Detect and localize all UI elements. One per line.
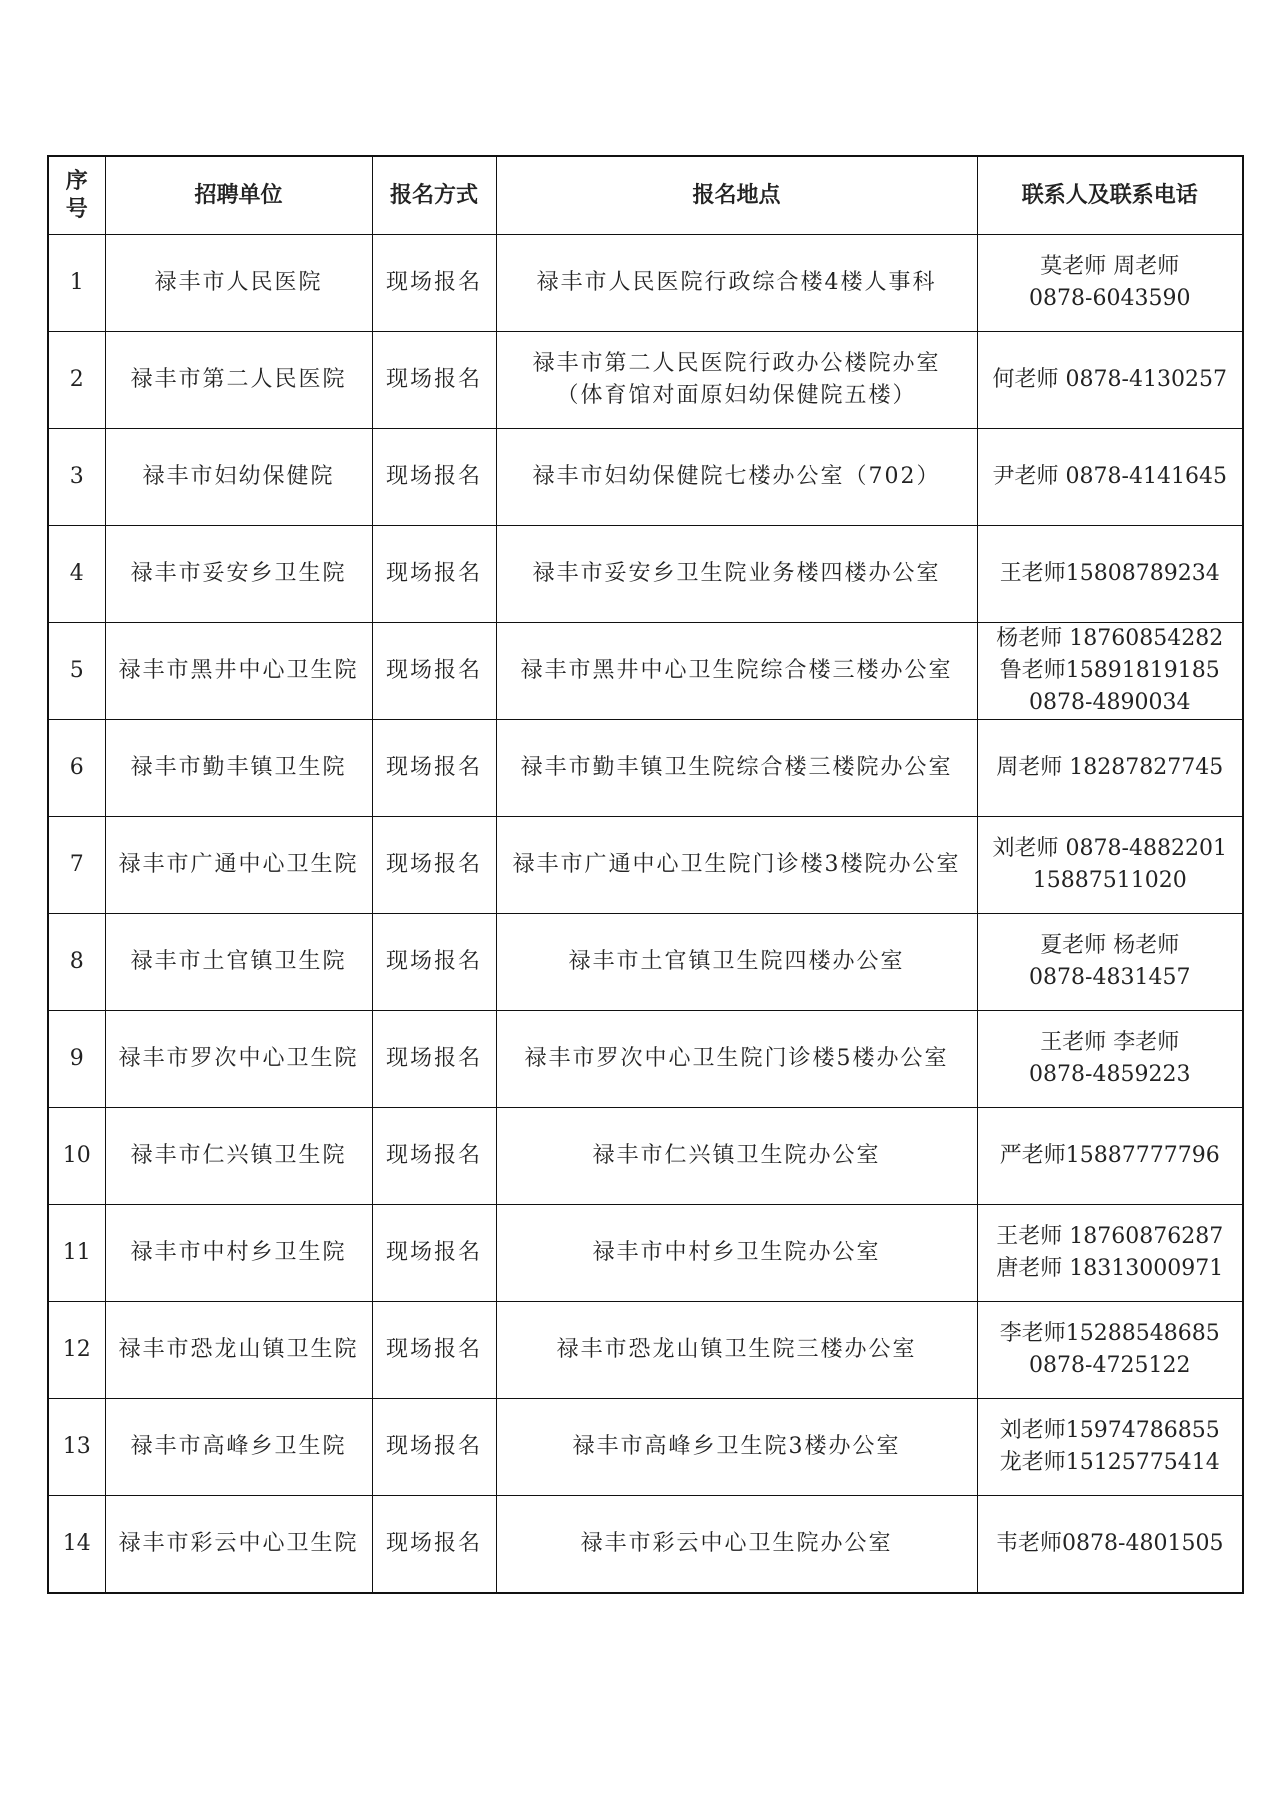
cell-seq: 13 [48,1399,105,1496]
cell-location-line: 禄丰市土官镇卫生院四楼办公室 [568,949,905,974]
cell-location [496,1496,977,1594]
cell-seq: 9 [48,1011,105,1108]
cell-contact-line: 0878-4725122 [1029,1353,1191,1378]
cell-contact [977,914,1243,1011]
cell-seq: 6 [48,720,105,817]
cell-contact-line: 周老师 18287827745 [996,755,1224,780]
cell-location [496,235,977,332]
cell-seq: 7 [48,817,105,914]
cell-method: 现场报名 [372,1205,496,1302]
cell-location [496,1011,977,1108]
cell-contact-line: 尹老师 0878-4141645 [992,464,1227,489]
cell-contact-line: 王老师 18760876287 [996,1224,1224,1249]
cell-location [496,1205,977,1302]
cell-method: 现场报名 [372,1108,496,1205]
cell-contact [977,235,1243,332]
cell-location [496,429,977,526]
cell-location-line: 禄丰市中村乡卫生院办公室 [592,1240,881,1265]
cell-location-line: 禄丰市妥安乡卫生院业务楼四楼办公室 [532,561,941,586]
cell-contact [977,817,1243,914]
header-seq [48,156,105,235]
cell-method: 现场报名 [372,1399,496,1496]
cell-contact [977,1302,1243,1399]
cell-location-line: 禄丰市人民医院行政综合楼4楼人事科 [536,270,937,295]
cell-contact [977,1496,1243,1594]
cell-method: 现场报名 [372,914,496,1011]
table-row [48,1496,1243,1594]
cell-location [496,526,977,623]
cell-contact-line: 王老师15808789234 [999,561,1220,586]
cell-location [496,720,977,817]
cell-location [496,1302,977,1399]
cell-method: 现场报名 [372,623,496,720]
cell-location-line: 禄丰市勤丰镇卫生院综合楼三楼院办公室 [520,755,953,780]
cell-unit: 禄丰市恐龙山镇卫生院 [105,1302,372,1399]
cell-location [496,332,977,429]
cell-contact [977,1108,1243,1205]
cell-location [496,623,977,720]
cell-unit: 禄丰市中村乡卫生院 [105,1205,372,1302]
cell-method: 现场报名 [372,817,496,914]
cell-method: 现场报名 [372,235,496,332]
cell-unit: 禄丰市高峰乡卫生院 [105,1399,372,1496]
table-row [48,1011,1243,1108]
cell-location-line: （体育馆对面原妇幼保健院五楼） [556,383,917,408]
cell-contact-line: 杨老师 18760854282 [996,626,1224,651]
cell-contact-line: 夏老师 杨老师 [1040,933,1180,958]
cell-contact [977,332,1243,429]
cell-contact [977,429,1243,526]
table-row [48,526,1243,623]
cell-contact-line: 刘老师 0878-4882201 [992,836,1227,861]
cell-contact-line: 刘老师15974786855 [999,1418,1220,1443]
cell-location-line: 禄丰市妇幼保健院七楼办公室（702） [532,464,941,489]
table-row [48,1399,1243,1496]
cell-method: 现场报名 [372,526,496,623]
recruitment-table [47,155,1244,1594]
cell-unit: 禄丰市黑井中心卫生院 [105,623,372,720]
cell-contact [977,1011,1243,1108]
cell-seq: 3 [48,429,105,526]
cell-method: 现场报名 [372,1302,496,1399]
cell-unit: 禄丰市仁兴镇卫生院 [105,1108,372,1205]
table-row [48,235,1243,332]
cell-unit: 禄丰市人民医院 [105,235,372,332]
header-seq-line: 号 [65,196,88,222]
cell-unit: 禄丰市土官镇卫生院 [105,914,372,1011]
cell-unit: 禄丰市第二人民医院 [105,332,372,429]
cell-unit: 禄丰市彩云中心卫生院 [105,1496,372,1594]
cell-seq: 11 [48,1205,105,1302]
cell-contact-line: 0878-4890034 [1029,690,1191,715]
cell-contact [977,1399,1243,1496]
cell-location-line: 禄丰市仁兴镇卫生院办公室 [592,1143,881,1168]
cell-contact [977,1205,1243,1302]
cell-method: 现场报名 [372,1011,496,1108]
cell-unit: 禄丰市妇幼保健院 [105,429,372,526]
table-row [48,429,1243,526]
cell-contact-line: 严老师15887777796 [999,1143,1220,1168]
header-seq-line: 序 [65,168,88,194]
cell-contact-line: 唐老师 18313000971 [996,1256,1224,1281]
cell-contact-line: 王老师 李老师 [1040,1030,1180,1055]
cell-seq: 1 [48,235,105,332]
cell-seq: 12 [48,1302,105,1399]
cell-method: 现场报名 [372,332,496,429]
cell-contact-line: 何老师 0878-4130257 [992,367,1227,392]
cell-contact-line: 0878-4859223 [1029,1062,1191,1087]
cell-method: 现场报名 [372,1496,496,1594]
cell-contact-line: 0878-6043590 [1029,286,1191,311]
header-contact: 联系人及联系电话 [977,156,1243,235]
table-row [48,914,1243,1011]
cell-location-line: 禄丰市罗次中心卫生院门诊楼5楼办公室 [524,1046,949,1071]
table-row [48,1205,1243,1302]
cell-contact-line: 莫老师 周老师 [1040,254,1180,279]
cell-seq: 8 [48,914,105,1011]
cell-seq: 14 [48,1496,105,1594]
cell-location-line: 禄丰市恐龙山镇卫生院三楼办公室 [556,1337,917,1362]
cell-contact-line: 鲁老师15891819185 [999,658,1220,683]
cell-contact-line: 0878-4831457 [1029,965,1191,990]
cell-seq: 2 [48,332,105,429]
table-row [48,1302,1243,1399]
cell-location-line: 禄丰市第二人民医院行政办公楼院办室 [532,351,941,376]
cell-seq: 5 [48,623,105,720]
header-method: 报名方式 [372,156,496,235]
cell-contact-line: 龙老师15125775414 [999,1450,1220,1475]
table-header-row [48,156,1243,235]
cell-location [496,1108,977,1205]
cell-unit: 禄丰市广通中心卫生院 [105,817,372,914]
cell-method: 现场报名 [372,720,496,817]
table-row [48,720,1243,817]
cell-unit: 禄丰市罗次中心卫生院 [105,1011,372,1108]
table-row [48,332,1243,429]
cell-location-line: 禄丰市彩云中心卫生院办公室 [580,1531,893,1556]
cell-location-line: 禄丰市黑井中心卫生院综合楼三楼办公室 [520,658,953,683]
header-unit: 招聘单位 [105,156,372,235]
table-row [48,623,1243,720]
cell-unit: 禄丰市勤丰镇卫生院 [105,720,372,817]
cell-contact-line: 韦老师0878-4801505 [996,1531,1224,1556]
cell-location-line: 禄丰市高峰乡卫生院3楼办公室 [572,1434,901,1459]
cell-seq: 10 [48,1108,105,1205]
header-location: 报名地点 [496,156,977,235]
cell-contact [977,526,1243,623]
table-row [48,817,1243,914]
cell-location [496,1399,977,1496]
cell-unit: 禄丰市妥安乡卫生院 [105,526,372,623]
cell-contact [977,720,1243,817]
cell-location-line: 禄丰市广通中心卫生院门诊楼3楼院办公室 [512,852,961,877]
cell-location [496,914,977,1011]
cell-contact [977,623,1243,720]
table-row [48,1108,1243,1205]
cell-location [496,817,977,914]
cell-contact-line: 15887511020 [1032,868,1187,893]
cell-method: 现场报名 [372,429,496,526]
cell-seq: 4 [48,526,105,623]
cell-contact-line: 李老师15288548685 [999,1321,1220,1346]
